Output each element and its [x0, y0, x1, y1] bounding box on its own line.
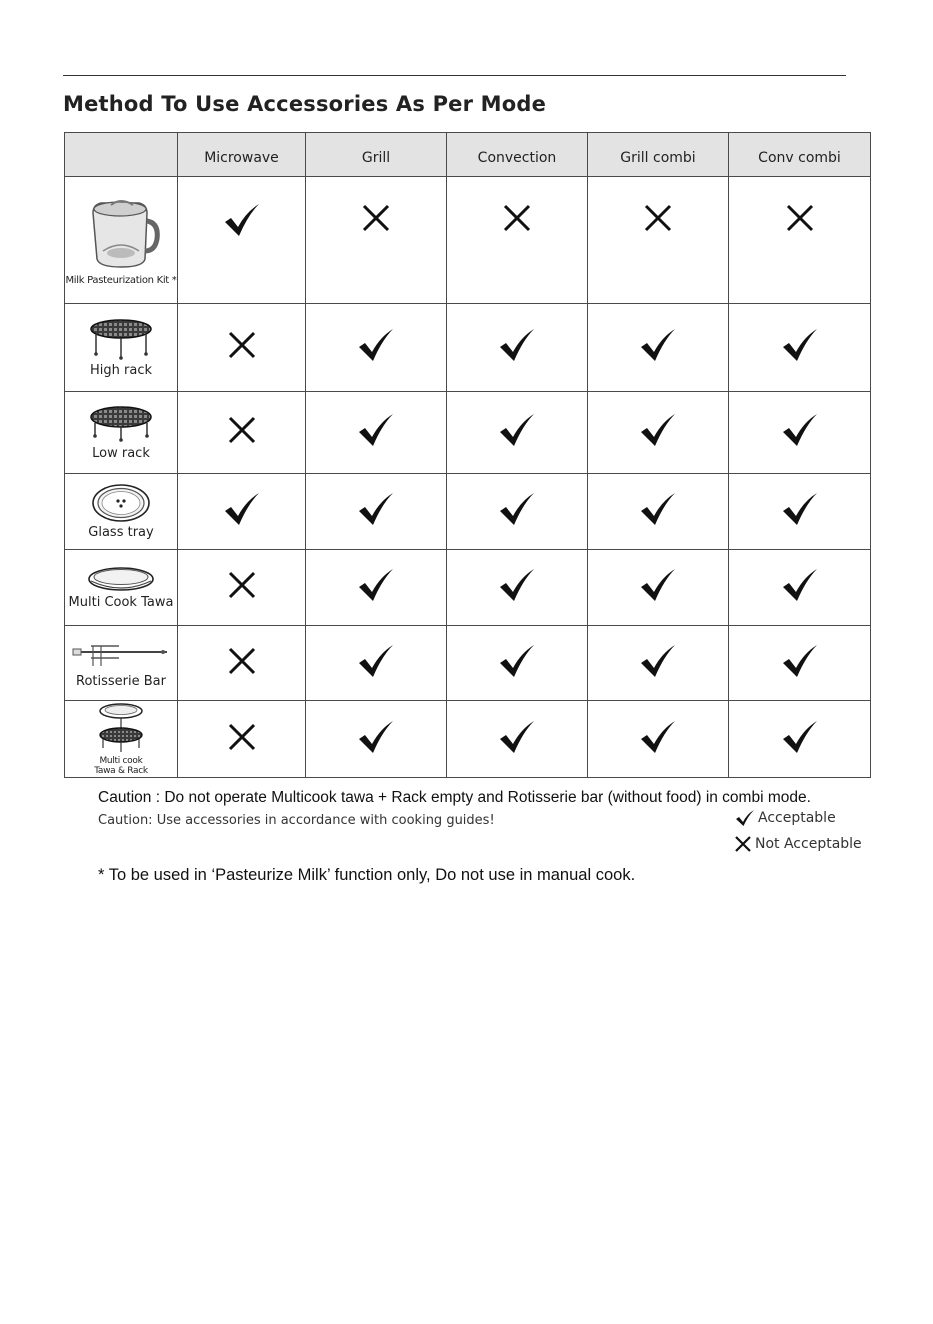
- accessory-cell: [65, 626, 178, 701]
- check-icon: [358, 413, 394, 447]
- accessory-label: [89, 756, 153, 776]
- accessory-label: Rotisserie Bar: [76, 673, 166, 689]
- tawa-and-rack-icon: [97, 702, 145, 754]
- mode-cell: [729, 474, 871, 550]
- high-rack-icon: [88, 317, 154, 361]
- accessory-label: Low rack: [92, 446, 150, 461]
- mode-cell: [306, 474, 447, 550]
- header-mode: Grill: [306, 133, 447, 177]
- check-icon: [640, 328, 676, 362]
- mode-cell: [306, 177, 447, 304]
- mode-cell: [729, 701, 871, 778]
- header-mode: Microwave: [178, 133, 306, 177]
- mode-cell: [447, 474, 588, 550]
- mode-cell: [447, 550, 588, 626]
- cross-icon: [227, 570, 257, 600]
- table-row: [65, 626, 871, 701]
- mode-cell: [588, 392, 729, 474]
- legend-acceptable: [735, 809, 836, 827]
- glass-tray-icon: [91, 483, 151, 523]
- check-icon: [782, 492, 818, 526]
- cross-icon: [227, 646, 257, 676]
- accessory-cell: [65, 474, 178, 550]
- cross-icon: [227, 415, 257, 445]
- check-icon: [735, 809, 755, 827]
- mode-cell: [588, 304, 729, 392]
- cross-icon: [502, 203, 532, 233]
- check-icon: [640, 720, 676, 754]
- mode-cell: [729, 392, 871, 474]
- check-icon: [224, 203, 260, 237]
- mode-cell: [306, 550, 447, 626]
- mode-cell: [588, 701, 729, 778]
- cross-icon: [734, 835, 752, 853]
- table-row: [65, 177, 871, 304]
- caution-guides-text: Caution: Use accessories in accordance with cooking guides!: [98, 813, 495, 828]
- mode-cell: [588, 177, 729, 304]
- header-mode: Convection: [447, 133, 588, 177]
- mode-cell: [178, 474, 306, 550]
- mode-cell: [178, 177, 306, 304]
- check-icon: [499, 568, 535, 602]
- check-icon: [358, 492, 394, 526]
- mode-cell: [447, 392, 588, 474]
- mode-cell: [729, 177, 871, 304]
- table-row: [65, 701, 871, 778]
- mode-cell: [447, 626, 588, 701]
- mode-cell: [729, 550, 871, 626]
- check-icon: [499, 492, 535, 526]
- accessory-cell: [65, 177, 178, 304]
- legend-label: Not Acceptable: [755, 836, 862, 852]
- mode-cell: [306, 626, 447, 701]
- cross-icon: [227, 722, 257, 752]
- header-mode: Conv combi: [729, 133, 871, 177]
- mode-cell: [178, 304, 306, 392]
- page-title: Method To Use Accessories As Per Mode: [63, 92, 547, 116]
- mode-cell: [729, 626, 871, 701]
- header-accessory: [65, 133, 178, 177]
- mode-cell: [306, 304, 447, 392]
- check-icon: [499, 328, 535, 362]
- mode-cell: [447, 701, 588, 778]
- header-mode: Grill combi: [588, 133, 729, 177]
- accessory-label-text: Multi cook Tawa & Rack: [94, 756, 148, 776]
- table-row: [65, 304, 871, 392]
- mode-cell: [178, 626, 306, 701]
- mode-cell: [729, 304, 871, 392]
- top-rule: [63, 75, 846, 76]
- accessory-cell: [65, 550, 178, 626]
- accessory-label: High rack: [90, 363, 152, 378]
- table-row: [65, 392, 871, 474]
- cross-icon: [643, 203, 673, 233]
- mode-cell: [178, 392, 306, 474]
- check-icon: [782, 720, 818, 754]
- header-row: [65, 133, 871, 177]
- table-row: [65, 474, 871, 550]
- mode-cell: [588, 626, 729, 701]
- cross-icon: [361, 203, 391, 233]
- footnote-text: * To be used in ‘Pasteurize Milk’ function only, Do not use in manual cook.: [98, 866, 636, 884]
- mode-cell: [447, 304, 588, 392]
- accessory-mode-table: [64, 132, 871, 778]
- accessory-label: Glass tray: [88, 525, 154, 540]
- mode-cell: [447, 177, 588, 304]
- check-icon: [499, 720, 535, 754]
- check-icon: [358, 328, 394, 362]
- check-icon: [640, 492, 676, 526]
- check-icon: [782, 644, 818, 678]
- low-rack-icon: [88, 404, 154, 444]
- check-icon: [640, 644, 676, 678]
- accessory-cell: [65, 304, 178, 392]
- check-icon: [782, 413, 818, 447]
- check-icon: [224, 492, 260, 526]
- check-icon: [499, 413, 535, 447]
- check-icon: [358, 720, 394, 754]
- cross-icon: [227, 330, 257, 360]
- check-icon: [358, 568, 394, 602]
- multi-cook-tawa-icon: [87, 565, 155, 593]
- accessory-label: Multi Cook Tawa: [68, 595, 174, 610]
- accessory-label: Milk Pasteurization Kit *: [65, 274, 177, 286]
- check-icon: [640, 413, 676, 447]
- check-icon: [640, 568, 676, 602]
- mode-cell: [306, 392, 447, 474]
- check-icon: [782, 568, 818, 602]
- accessory-cell: [65, 392, 178, 474]
- accessory-cell: [65, 701, 178, 778]
- cross-icon: [785, 203, 815, 233]
- mode-cell: [588, 550, 729, 626]
- check-icon: [499, 644, 535, 678]
- legend-not-acceptable: [734, 835, 862, 853]
- milk-pasteurization-kit-icon: [81, 195, 161, 273]
- table-row: [65, 550, 871, 626]
- mode-cell: [178, 550, 306, 626]
- legend-label: Acceptable: [758, 810, 836, 826]
- check-icon: [358, 644, 394, 678]
- mode-cell: [588, 474, 729, 550]
- mode-cell: [306, 701, 447, 778]
- mode-cell: [178, 701, 306, 778]
- check-icon: [782, 328, 818, 362]
- rotisserie-bar-icon: [71, 638, 171, 672]
- caution-combi-text: Caution : Do not operate Multicook tawa + Rack empty and Rotisserie bar (without food) in combi mode.: [98, 789, 811, 806]
